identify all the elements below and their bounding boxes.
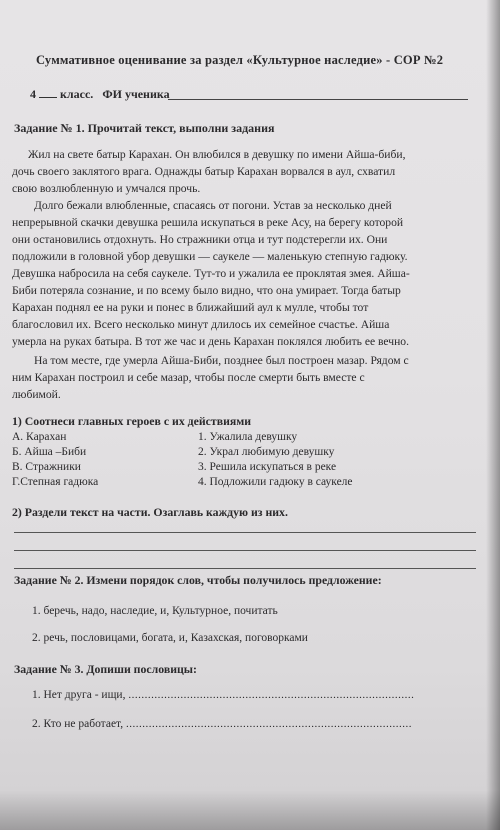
proverb-item (32, 689, 414, 701)
hero-item: Г.Степная гадюка (12, 476, 99, 488)
story-line: Девушка набросила на себя саукеле. Тут-то и ужалила ее проклятая змея. Айша- (12, 267, 410, 280)
grade-row (30, 87, 170, 102)
story-line: На том месте, где умерла Айша-Биби, позднее был построен мазар. Рядом с (34, 354, 409, 367)
story-line: Карахан поднял ее на руки и понес в ближайший аул к мулле, чтобы тот (12, 301, 369, 314)
action-item: 3. Решила искупаться в реке (198, 461, 337, 473)
grade-label: класс. (60, 87, 94, 101)
answer-line[interactable] (14, 550, 476, 551)
story-line: Долго бежали влюбленные, спасаясь от погони. Устав за несколько дней (34, 199, 392, 212)
question1-heading: 1) Соотнеси главных героев с их действиями (12, 414, 252, 428)
task1-heading: Задание № 1. Прочитай текст, выполни задания (14, 121, 275, 135)
story-line: Биби потеряла сознание, и по всему было видно, что она умирает. Тогда батыр (12, 284, 401, 297)
worksheet-title: Суммативное оценивание за раздел «Культурное наследие» - СОР №2 (36, 53, 444, 67)
hero-item: А. Карахан (12, 431, 67, 443)
action-item: 4. Подложили гадюку в саукеле (198, 476, 353, 488)
proverb-answer-dots[interactable]: ........................................................................................ (125, 718, 412, 730)
hero-item: Б. Айша –Биби (12, 446, 87, 458)
task2-item: 2. речь, пословицами, богата, и, Казахская, поговорками (32, 632, 308, 644)
proverb-start: 1. Нет друга - ищи, (32, 689, 126, 701)
question2-heading: 2) Раздели текст на части. Озаглавь каждую из них. (12, 505, 288, 519)
answer-line[interactable] (14, 532, 476, 533)
story-line: любимой. (12, 388, 61, 401)
proverb-start: 2. Кто не работает, (32, 718, 124, 730)
page-edge-shadow (486, 0, 500, 830)
story-line: ним Карахан построил и себе мазар, чтобы после смерти быть вместе с (12, 371, 365, 384)
story-line: свою возлюбленную и умчался прочь. (12, 182, 201, 195)
grade-number: 4 (30, 87, 36, 101)
proverb-answer-dots[interactable]: ........................................................................................ (128, 689, 415, 701)
action-item: 1. Ужалила девушку (198, 431, 298, 443)
student-name-line (168, 99, 468, 100)
grade-blank-line (39, 87, 57, 98)
story-line: умерла на руках батыра. В тот же час и день Карахан поклялся любить ее вечно. (12, 335, 410, 348)
story-line: непрерывной скачки девушка решила искупаться в реке Асу, на берегу которой (12, 216, 404, 229)
story-line: Жил на свете батыр Карахан. Он влюбился в девушку по имени Айша-биби, (28, 148, 406, 161)
student-name-label: ФИ ученика (102, 87, 170, 101)
task2-item: 1. беречь, надо, наследие, и, Культурное, почитать (32, 605, 278, 617)
answer-line[interactable] (14, 568, 476, 569)
hero-item: В. Стражники (12, 461, 81, 473)
task2-heading: Задание № 2. Измени порядок слов, чтобы получилось предложение: (14, 573, 382, 587)
action-item: 2. Украл любимую девушку (198, 446, 335, 458)
story-line: благословил их. Всего несколько минут длилось их семейное счастье. Айша (12, 318, 390, 331)
story-line: дочь своего заклятого врага. Однажды батыр Карахан ворвался в аул, схватил (12, 165, 396, 178)
story-line: подложили в головной убор девушки — саукеле — маленькую степную гадюку. (12, 250, 408, 263)
story-line: они остановились отдохнуть. Но стражники отца и тут подстерегли их. Они (12, 233, 388, 246)
task3-heading: Задание № 3. Допиши пословицы: (14, 662, 197, 676)
proverb-item (32, 718, 412, 730)
page-bottom-shadow (0, 790, 500, 830)
